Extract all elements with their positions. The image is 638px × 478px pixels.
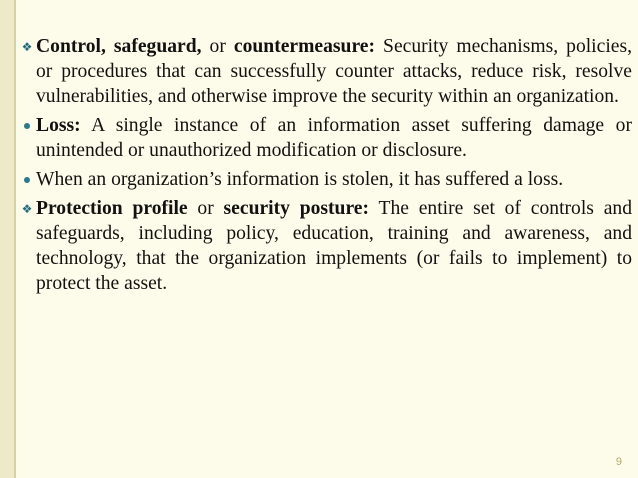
slide-side-bar	[0, 0, 16, 478]
dot-bullet-icon	[24, 123, 30, 129]
bullet-marker	[20, 113, 34, 138]
term-protection-profile: Protection profile	[36, 198, 188, 219]
spacer	[106, 36, 114, 57]
term-security-posture: security posture:	[223, 198, 370, 219]
term-control: Control,	[36, 36, 106, 57]
term-countermeasure: countermeasure:	[233, 36, 376, 57]
conjunction-or: or	[201, 36, 234, 57]
bullet-marker	[20, 167, 34, 192]
diamond-bullet-icon: ❖	[21, 201, 33, 216]
page-number: 9	[615, 456, 622, 468]
bullet-protection-profile-definition	[20, 196, 632, 296]
term-loss: Loss:	[36, 115, 81, 136]
conjunction-or: or	[187, 198, 224, 219]
definition-text: Security mechanisms, policies, or procedures that can successfully counter attacks, reduce risk, resolve vulnerabilities, and otherwise improve the security within an organization.	[36, 36, 632, 107]
definition-text: A single instance of an information asset suffering damage or unintended or unauthorized modification or disclosure.	[36, 115, 632, 161]
definition-text: The entire set of controls and safeguards, including policy, education, training and awareness, and technology, that the organization implements (or fails to implement) to protect the asset.	[36, 198, 632, 294]
bullet-marker	[20, 196, 34, 221]
bullet-marker	[20, 34, 34, 59]
bullet-loss-example	[20, 167, 632, 192]
dot-bullet-icon	[24, 177, 30, 183]
term-safeguard: safeguard,	[113, 36, 202, 57]
bullet-control-definition	[20, 34, 632, 109]
example-text: When an organization’s information is stolen, it has suffered a loss.	[36, 169, 564, 190]
diamond-bullet-icon: ❖	[21, 39, 33, 54]
bullet-loss-definition	[20, 113, 632, 163]
bullet-list	[20, 34, 632, 300]
